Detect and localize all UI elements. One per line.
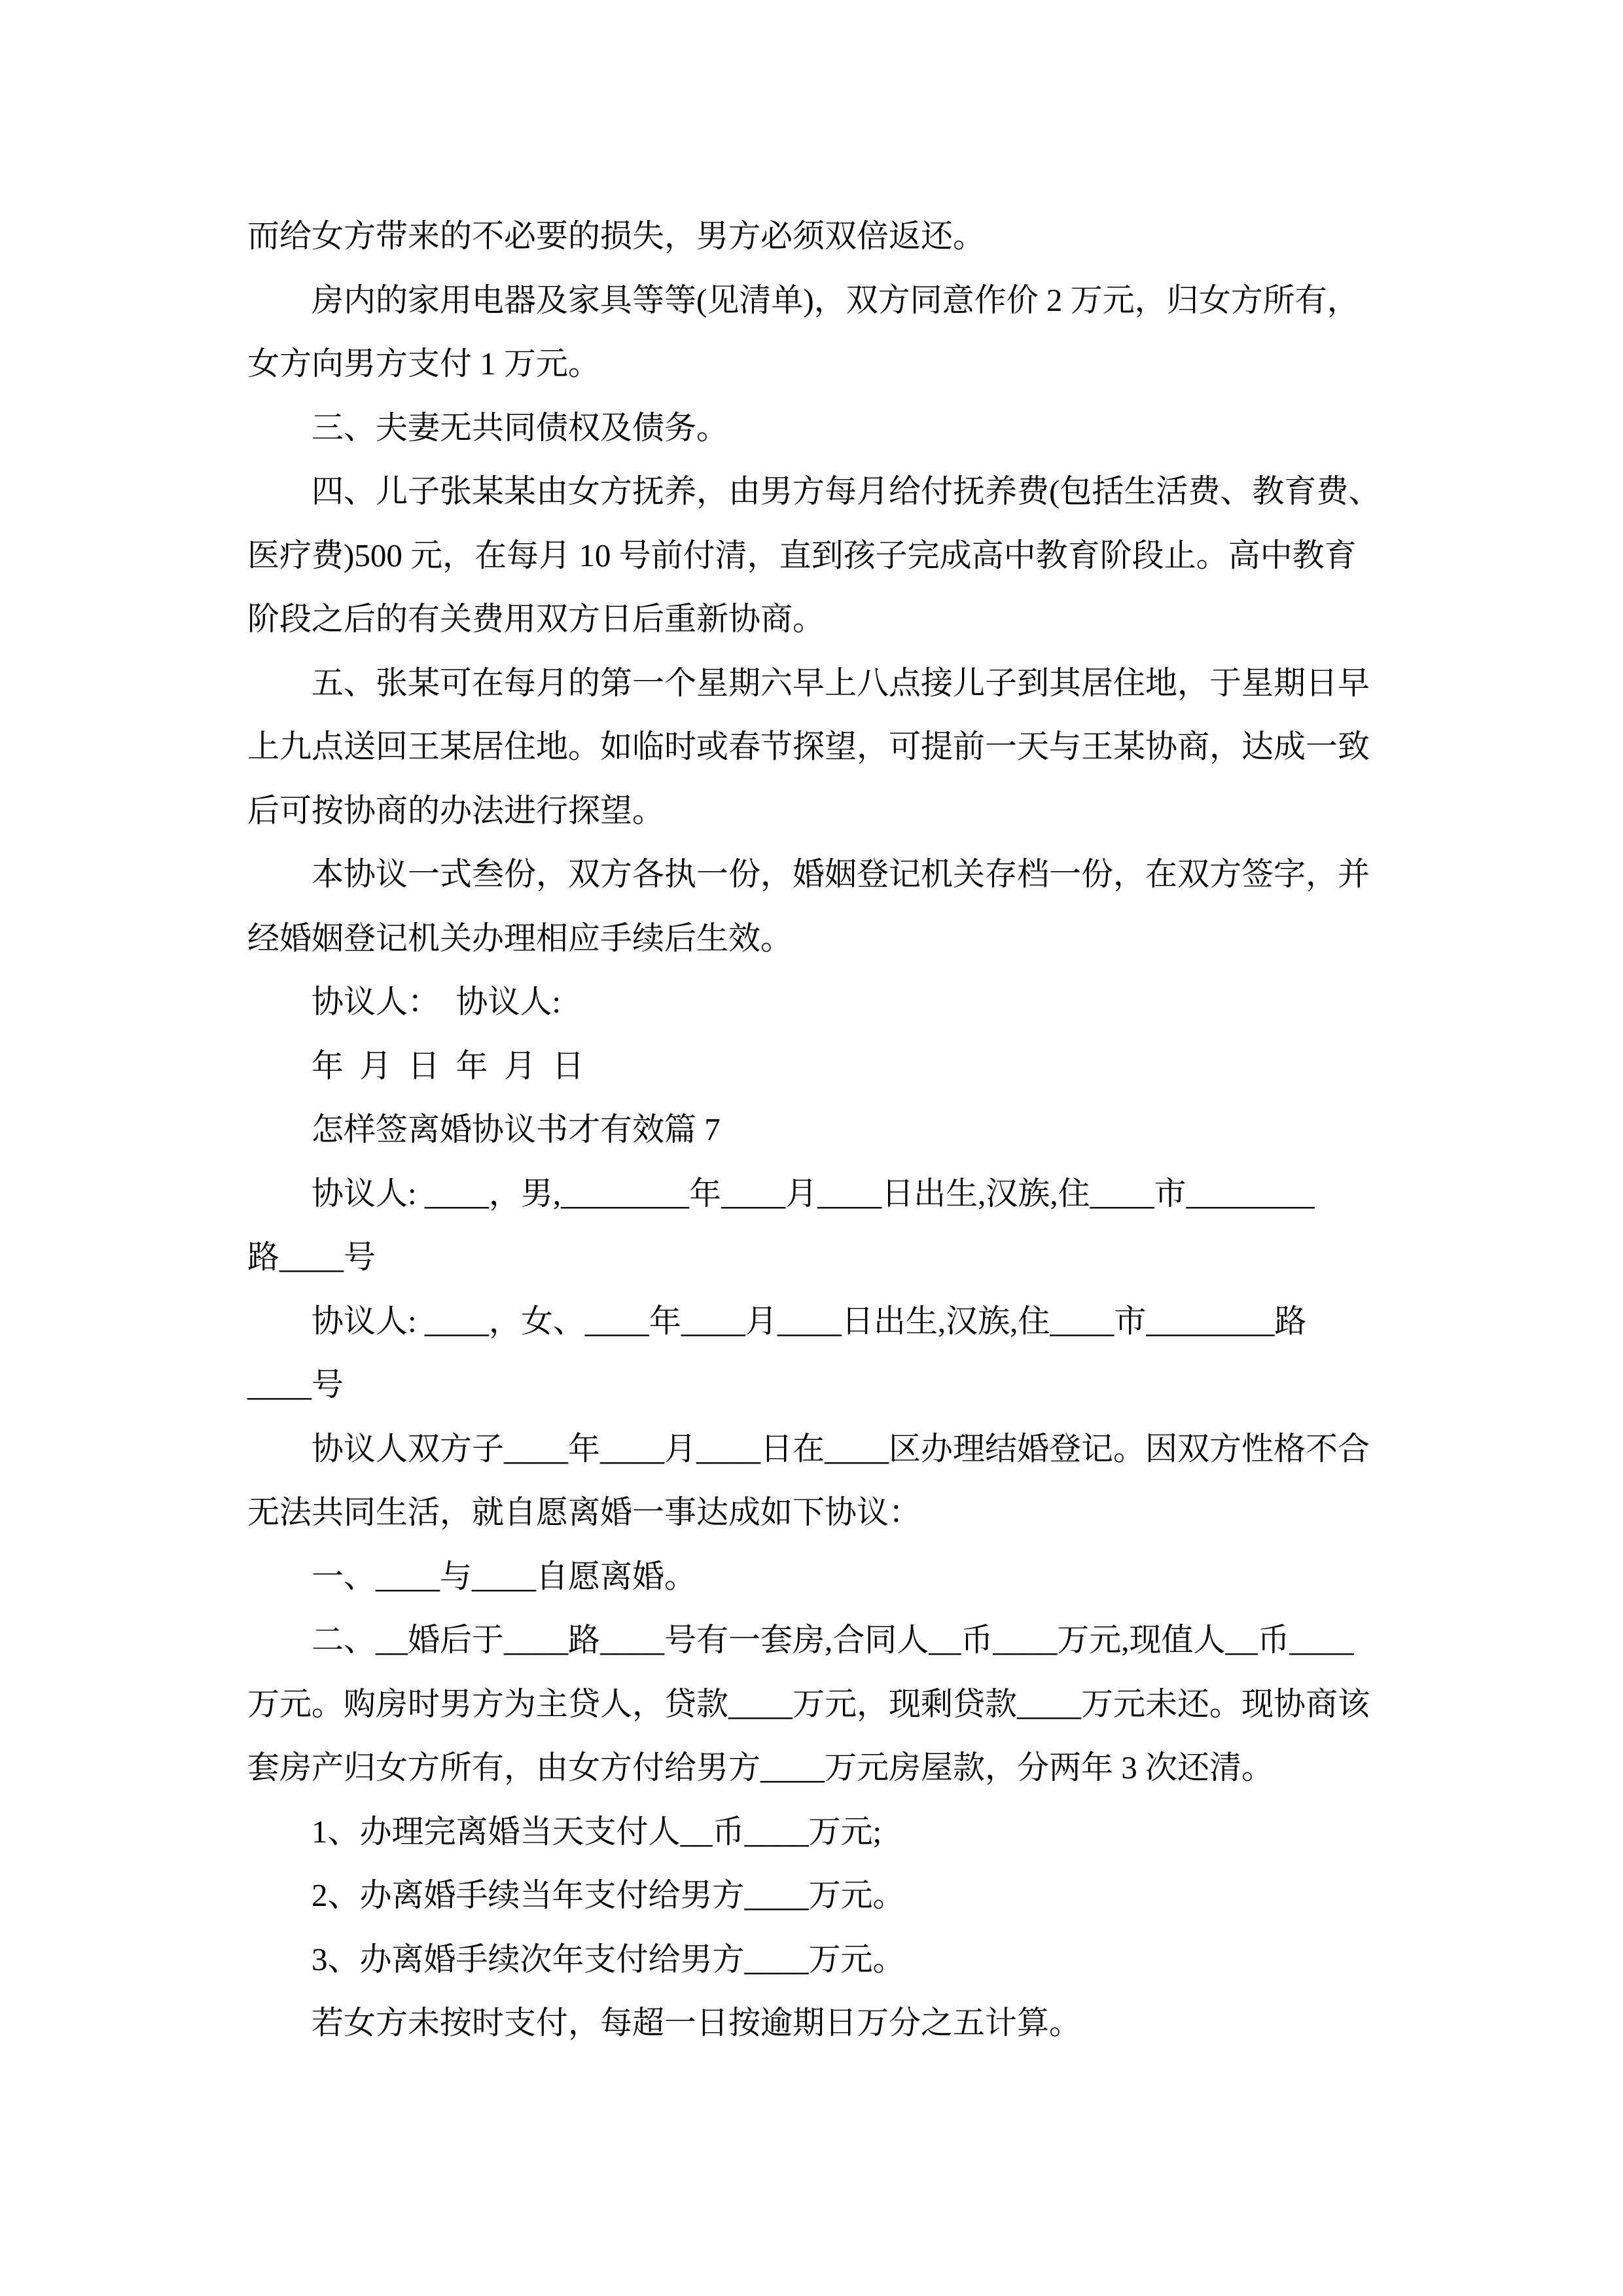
text-line: 万元。购房时男方为主贷人，贷款____万元，现剩贷款____万元未还。现协商该 bbox=[247, 1685, 1370, 1722]
text-line: 1、办理完离婚当天支付人__币____万元; bbox=[312, 1813, 882, 1850]
text-line: 而给女方带来的不必要的损失，男方必须双倍返还。 bbox=[247, 218, 986, 254]
text-line: 医疗费)500 元，在每月 10 号前付清，直到孩子完成高中教育阶段止。高中教育 bbox=[247, 537, 1357, 573]
text-line: 本协议一式叁份，双方各执一份，婚姻登记机关存档一份，在双方签字，并 bbox=[312, 856, 1370, 892]
text-line: 协议人双方子____年____月____日在____区办理结婚登记。因双方性格不合 bbox=[312, 1430, 1370, 1467]
text-line: ____号 bbox=[247, 1367, 344, 1403]
text-line: 上九点送回王某居住地。如临时或春节探望，可提前一天与王某协商，达成一致 bbox=[247, 728, 1370, 764]
text-line: 3、办离婚手续次年支付给男方____万元。 bbox=[312, 1941, 905, 1977]
text-line: 女方向男方支付 1 万元。 bbox=[247, 346, 601, 382]
text-line: 怎样签离婚协议书才有效篇 7 bbox=[312, 1111, 721, 1147]
text-line: 二、__婚后于____路____号有一套房,合同人__币____万元,现值人__币____ bbox=[312, 1622, 1354, 1658]
text-line: 房内的家用电器及家具等等(见清单)，双方同意作价 2 万元，归女方所有， bbox=[312, 281, 1359, 318]
text-line: 路____号 bbox=[247, 1239, 376, 1275]
text-line: 2、办离婚手续当年支付给男方____万元。 bbox=[312, 1877, 905, 1913]
text-line: 协议人: ____，女、____年____月____日出生,汉族,住____市________路 bbox=[312, 1302, 1307, 1339]
text-line: 阶段之后的有关费用双方日后重新协商。 bbox=[247, 601, 825, 637]
text-line: 协议人： 协议人: bbox=[312, 984, 562, 1020]
text-line: 一、____与____自愿离婚。 bbox=[312, 1558, 697, 1594]
text-line: 经婚姻登记机关办理相应手续后生效。 bbox=[247, 920, 793, 956]
text-line: 无法共同生活，就自愿离婚一事达成如下协议： bbox=[247, 1494, 921, 1530]
text-line: 套房产归女方所有，由女方付给男方____万元房屋款，分两年 3 次还清。 bbox=[247, 1749, 1274, 1785]
text-line: 年 月 日 年 月 日 bbox=[312, 1047, 584, 1084]
text-line: 四、儿子张某某由女方抚养，由男方每月给付抚养费(包括生活费、教育费、 bbox=[312, 473, 1381, 509]
text-line: 若女方未按时支付，每超一日按逾期日万分之五计算。 bbox=[312, 2005, 1082, 2041]
text-line: 五、张某可在每月的第一个星期六早上八点接儿子到其居住地，于星期日早 bbox=[312, 664, 1370, 701]
document-body bbox=[247, 204, 1396, 2055]
text-line: 后可按协商的办法进行探望。 bbox=[247, 792, 665, 829]
text-line: 三、夫妻无共同债权及债务。 bbox=[312, 409, 729, 446]
text-line: 协议人: ____，男,________年____月____日出生,汉族,住____市________ bbox=[312, 1175, 1315, 1211]
